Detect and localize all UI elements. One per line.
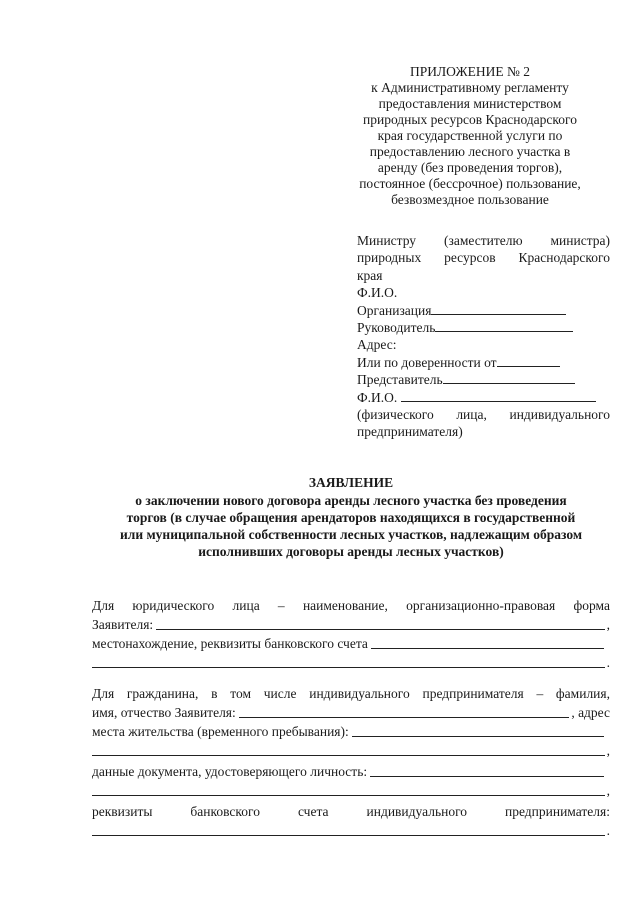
appendix-title: ПРИЛОЖЕНИЕ № 2 (409, 64, 531, 79)
id-document-label: данные документа, удостоверяющего личность: (92, 764, 368, 779)
legal-entity-section (92, 596, 610, 672)
citizen-address-word: , адрес (571, 705, 610, 720)
comma: , (606, 743, 610, 758)
addressee-fio: Ф.И.О. (357, 285, 398, 301)
citizen-name-row (92, 703, 610, 722)
period: . (606, 655, 610, 670)
bank-details-field[interactable] (92, 834, 605, 836)
head-label: Руководитель (357, 320, 436, 336)
id-document-field[interactable] (370, 775, 604, 777)
fio2-field[interactable] (401, 389, 596, 402)
addressee-minister: Министру (заместителю министра) (357, 233, 610, 248)
addressee-block (357, 232, 610, 441)
proxy-row (357, 354, 610, 371)
application-subtitle-line: торгов (в случае обращения арендаторов находящихся в государственной (126, 510, 576, 525)
representative-label: Представитель (357, 372, 443, 388)
appendix-line: природных ресурсов Краснодарского (363, 112, 577, 127)
appendix-line: аренду (без проведения торгов), (377, 160, 563, 175)
citizen-name-field[interactable] (239, 716, 570, 718)
proxy-label: Или по доверенности от (357, 354, 497, 370)
residence-field-cont[interactable] (92, 754, 605, 756)
appendix-header (340, 64, 600, 208)
residence-row (92, 722, 610, 741)
period: . (606, 823, 610, 838)
application-subtitle-line: или муниципальной собственности лесных участков, надлежащим образом (119, 527, 583, 542)
appendix-line: безвозмездное пользование (391, 192, 549, 207)
comma: , (606, 617, 610, 632)
fio2-label: Ф.И.О. (357, 389, 398, 405)
bank-details-row (92, 821, 610, 840)
appendix-line: предоставления министерством (378, 96, 562, 111)
bank-account-field[interactable] (92, 666, 605, 668)
application-heading (90, 474, 612, 560)
proxy-date-field[interactable] (497, 354, 560, 367)
bank-account-row (92, 653, 610, 672)
residence-label: места жительства (временного пребывания): (92, 724, 349, 739)
residence-field[interactable] (352, 735, 604, 737)
comma: , (606, 783, 610, 798)
appendix-line: края государственной услуги по (377, 128, 563, 143)
addressee-note: (физического лица, индивидуального (357, 407, 610, 423)
legal-entity-intro: Для юридического лица – наименование, организационно-правовая форма (92, 598, 610, 613)
citizen-section (92, 684, 610, 840)
residence-cont-row (92, 741, 610, 760)
application-subtitle-line: исполнивших договоры аренды лесных участков) (198, 544, 504, 559)
applicant-label: Заявителя: (92, 617, 154, 632)
location-label: местонахождение, реквизиты банковского счета (92, 636, 368, 651)
location-row (92, 634, 610, 653)
organization-label: Организация (357, 302, 432, 318)
representative-field[interactable] (443, 371, 575, 384)
applicant-row (92, 615, 610, 634)
appendix-line: предоставлению лесного участка в (369, 144, 571, 159)
addressee-region: края (357, 267, 383, 283)
organization-field[interactable] (431, 302, 566, 315)
citizen-name-label: имя, отчество Заявителя: (92, 705, 236, 720)
applicant-name-field[interactable] (156, 628, 604, 630)
head-row (357, 319, 610, 336)
representative-row (357, 371, 610, 388)
location-field[interactable] (371, 647, 604, 649)
citizen-intro: Для гражданина, в том числе индивидуального предпринимателя – фамилия, (92, 686, 610, 701)
application-title: ЗАЯВЛЕНИЕ (308, 475, 394, 490)
id-document-row (92, 762, 610, 781)
address-label: Адрес: (357, 337, 397, 353)
appendix-line: к Административному регламенту (371, 80, 569, 95)
addressee-note-end: предпринимателя) (357, 424, 463, 440)
appendix-line: постоянное (бессрочное) пользование, (359, 176, 581, 191)
id-document-cont-row (92, 781, 610, 800)
application-subtitle-line: о заключении нового договора аренды лесного участка без проведения (135, 493, 567, 508)
fio2-row (357, 389, 610, 406)
organization-row (357, 302, 610, 319)
addressee-ministry: природных ресурсов Краснодарского (357, 250, 610, 266)
id-document-field-cont[interactable] (92, 794, 605, 796)
head-field[interactable] (435, 319, 573, 332)
bank-details-label: реквизиты банковского счета индивидуального предпринимателя: (92, 804, 610, 819)
